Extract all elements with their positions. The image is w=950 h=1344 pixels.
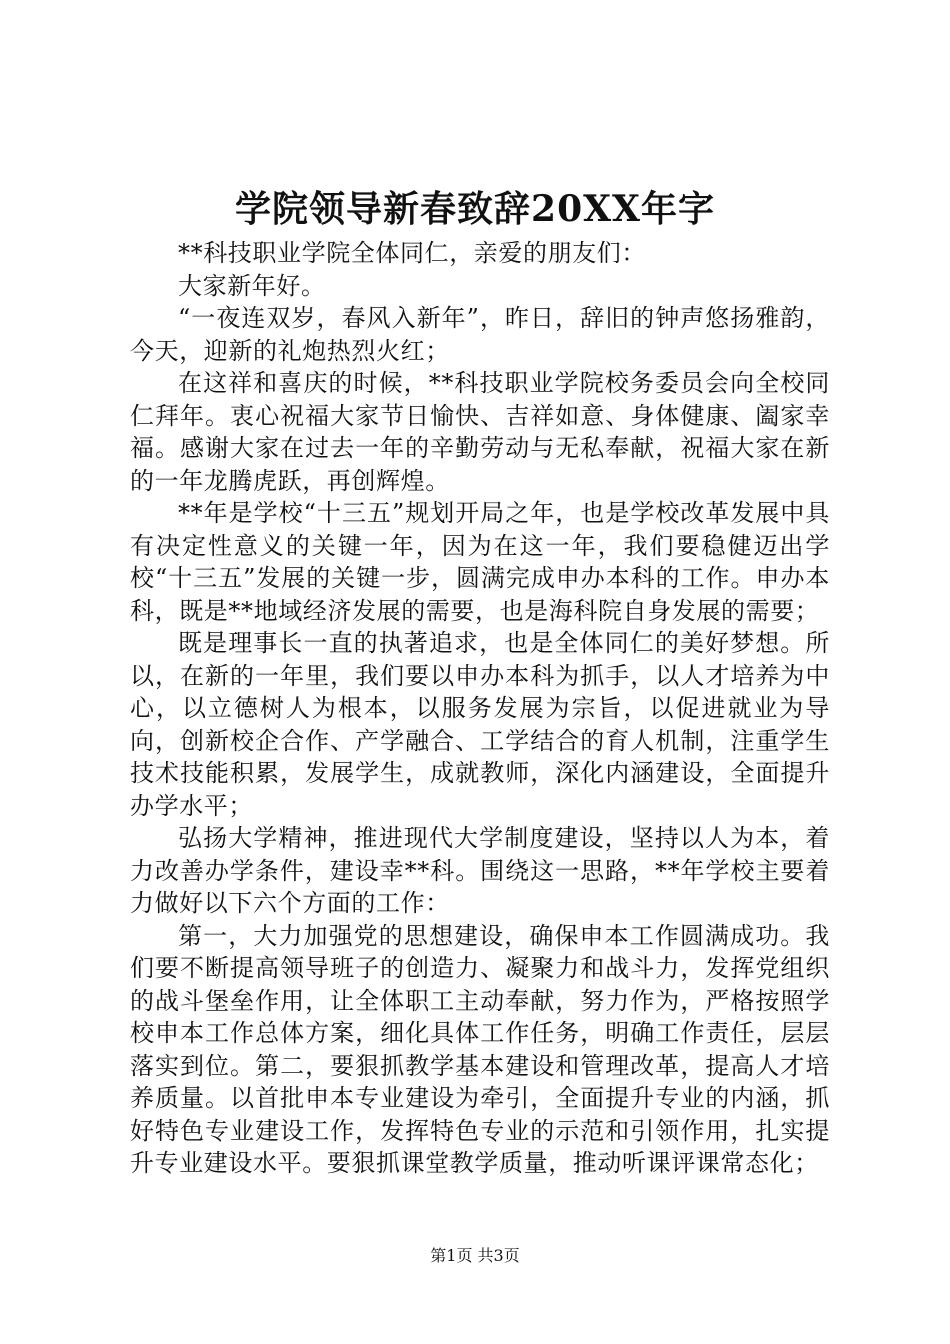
- paragraph-tasks: 第一，大力加强党的思想建设，确保申本工作圆满成功。我们要不断提高领导班子的创造力、凝聚力和战斗力，发挥党组织的战斗堡垒作用，让全体职工主动奉献，努力作为，严格按照学校申本工作总体方案，细化具体工作任务，明确工作责任，层层落实到位。第二，要狠抓教学基本建设和管理改革，提高人才培养质量。以首批申本专业建设为牵引，全面提升专业的内涵，抓好特色专业建设工作，发挥特色专业的示范和引领作用，扎实提升专业建设水平。要狠抓课堂教学质量，推动听课评课常态化；: [130, 921, 830, 1177]
- paragraph-blessing: 在这祥和喜庆的时候，**科技职业学院校务委员会向全校同仁拜年。衷心祝福大家节日愉快、吉祥如意、身体健康、阖家幸福。感谢大家在过去一年的辛勤劳动与无私奉献，祝福大家在新的一年龙腾虎跃，再创辉煌。: [130, 369, 830, 495]
- paragraph-couplet: “一夜连双岁，春风入新年”，昨日，辞旧的钟声悠扬雅韵，今天，迎新的礼炮热烈火红；: [130, 304, 830, 365]
- page-number: 第1页 共3页: [430, 1246, 520, 1265]
- paragraph-greeting: **科技职业学院全体同仁，亲爱的朋友们：: [178, 239, 646, 267]
- paragraph-new-year: 大家新年好。: [178, 271, 326, 300]
- paragraph-spirit: 弘扬大学精神，推进现代大学制度建设，坚持以人为本，着力改善办学条件，建设幸**科。围绕这一思路，**年学校主要着力做好以下六个方面的工作：: [130, 824, 830, 917]
- document-body: [130, 237, 830, 1180]
- paragraph-goals: 既是理事长一直的执著追求，也是全体同仁的美好梦想。所以，在新的一年里，我们要以申办本科为抓手，以人才培养为中心，以立德树人为根本，以服务发展为宗旨，以促进就业为导向，创新校企合作、产学融合、工学结合的育人机制，注重学生技术技能积累，发展学生，成就教师，深化内涵建设，全面提升办学水平；: [130, 629, 830, 820]
- document-title: 学院领导新春致辞20XX年字: [235, 188, 715, 230]
- paragraph-plan: **年是学校“十三五”规划开局之年，也是学校改革发展中具有决定性意义的关键一年，因为在这一年，我们要稳健迈出学校“十三五”发展的关键一步，圆满完成申办本科的工作。申办本科，既是**地域经济发展的需要，也是海科院自身发展的需要；: [130, 499, 830, 625]
